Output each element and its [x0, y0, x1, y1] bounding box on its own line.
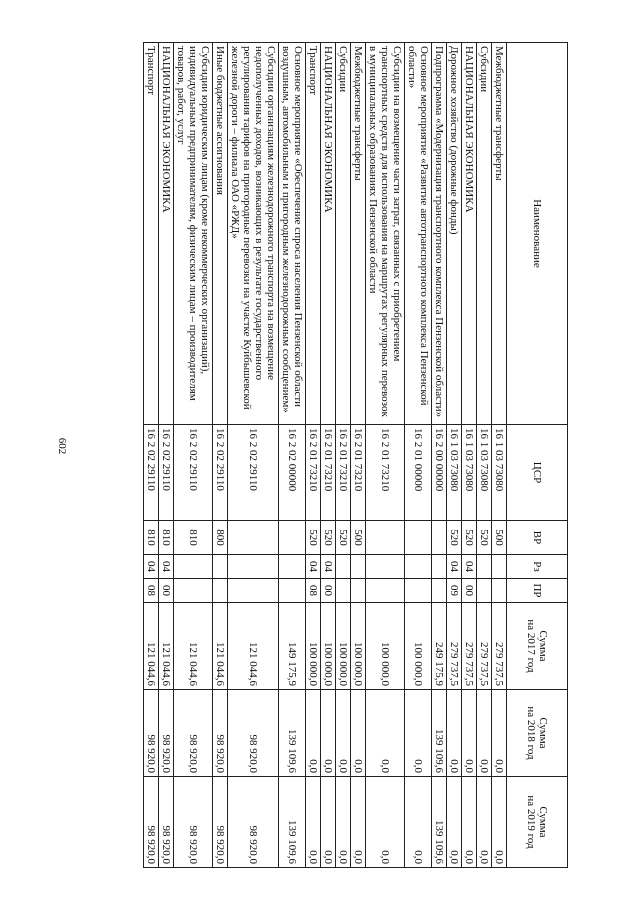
cell-name: НАЦИОНАЛЬНАЯ ЭКОНОМИКА — [462, 43, 477, 425]
cell-pr — [405, 579, 432, 603]
cell-vr — [432, 521, 447, 555]
cell-sum-2018: 98 920,0 — [159, 690, 174, 777]
table-row — [405, 43, 432, 868]
cell-vr — [228, 521, 279, 555]
cell-csr: 16 1 03 73080 — [477, 425, 492, 521]
cell-rz: 04 — [144, 555, 159, 579]
table-row — [159, 43, 174, 868]
header-rz: Рз — [507, 555, 568, 579]
table-row — [432, 43, 447, 868]
table-row — [213, 43, 228, 868]
cell-sum-2017: 100 000,0 — [321, 603, 336, 690]
cell-name: Основное мероприятие «Развитие автотранспортного комплекса Пензенской области» — [405, 43, 432, 425]
cell-sum-2017: 279 737,5 — [462, 603, 477, 690]
cell-rz: 04 — [159, 555, 174, 579]
cell-rz: 04 — [321, 555, 336, 579]
cell-rz — [432, 555, 447, 579]
cell-sum-2018: 98 920,0 — [144, 690, 159, 777]
budget-table — [143, 42, 568, 868]
cell-pr — [366, 579, 405, 603]
cell-pr — [477, 579, 492, 603]
cell-name: Основное мероприятие «Обеспечение спроса населения Пензенской области воздушным, автомобильным и пригородным железнодорожным сообщением» — [279, 43, 306, 425]
cell-name: Межбюджетные трансферты — [492, 43, 507, 425]
cell-sum-2019: 98 920,0 — [174, 777, 213, 868]
cell-sum-2019: 139 109,6 — [279, 777, 306, 868]
cell-csr: 16 2 01 73210 — [336, 425, 351, 521]
cell-vr: 520 — [321, 521, 336, 555]
cell-sum-2019: 139 109,6 — [432, 777, 447, 868]
cell-rz — [366, 555, 405, 579]
cell-sum-2017: 100 000,0 — [405, 603, 432, 690]
table-row — [174, 43, 213, 868]
rotated-page — [88, 42, 568, 867]
cell-name: Межбюджетные трансферты — [351, 43, 366, 425]
cell-name: Субсидии юридическим лицам (кроме некоммерческих организаций), индивидуальным предпринимателям, физическим лицам – производителям товаров, работ, услуг — [174, 43, 213, 425]
cell-sum-2017: 121 044,6 — [159, 603, 174, 690]
cell-rz — [279, 555, 306, 579]
cell-sum-2018: 0,0 — [447, 690, 462, 777]
cell-name: Субсидии — [336, 43, 351, 425]
cell-csr: 16 2 02 29110 — [144, 425, 159, 521]
table-row — [306, 43, 321, 868]
cell-csr: 16 2 01 73210 — [366, 425, 405, 521]
cell-vr: 810 — [174, 521, 213, 555]
cell-vr: 810 — [159, 521, 174, 555]
cell-sum-2018: 0,0 — [462, 690, 477, 777]
cell-sum-2017: 100 000,0 — [366, 603, 405, 690]
cell-name: НАЦИОНАЛЬНАЯ ЭКОНОМИКА — [159, 43, 174, 425]
cell-name: НАЦИОНАЛЬНАЯ ЭКОНОМИКА — [321, 43, 336, 425]
cell-vr: 520 — [306, 521, 321, 555]
cell-sum-2017: 100 000,0 — [306, 603, 321, 690]
cell-sum-2019: 0,0 — [351, 777, 366, 868]
cell-sum-2019: 0,0 — [336, 777, 351, 868]
cell-csr: 16 2 02 00000 — [279, 425, 306, 521]
cell-pr — [432, 579, 447, 603]
cell-rz — [174, 555, 213, 579]
header-sum-2017: Сумма на 2017 год — [507, 603, 568, 690]
cell-sum-2017: 279 737,5 — [447, 603, 462, 690]
cell-rz — [336, 555, 351, 579]
cell-pr: 00 — [159, 579, 174, 603]
cell-rz — [405, 555, 432, 579]
cell-name: Подпрограмма «Модернизация транспортного комплекса Пензенской области» — [432, 43, 447, 425]
cell-sum-2017: 249 175,9 — [432, 603, 447, 690]
cell-sum-2018: 139 109,6 — [279, 690, 306, 777]
cell-sum-2019: 0,0 — [477, 777, 492, 868]
cell-sum-2019: 0,0 — [462, 777, 477, 868]
header-sum-2018: Сумма на 2018 год — [507, 690, 568, 777]
cell-csr: 16 2 02 29110 — [213, 425, 228, 521]
cell-vr: 810 — [144, 521, 159, 555]
cell-name: Субсидии организациям железнодорожного транспорта на возмещение недополученных доходов, возникающих в результате государственного регулирования тарифов на пригородные перевозки на участке Куйбышевской железной дороги – филиала ОАО «РЖД» — [228, 43, 279, 425]
cell-pr: 08 — [144, 579, 159, 603]
cell-pr — [279, 579, 306, 603]
cell-sum-2018: 0,0 — [336, 690, 351, 777]
cell-sum-2018: 0,0 — [366, 690, 405, 777]
cell-sum-2018: 0,0 — [321, 690, 336, 777]
cell-sum-2018: 0,0 — [351, 690, 366, 777]
cell-sum-2019: 0,0 — [447, 777, 462, 868]
header-name: Наименование — [507, 43, 568, 425]
cell-vr: 520 — [477, 521, 492, 555]
cell-csr: 16 1 03 73080 — [492, 425, 507, 521]
table-row — [144, 43, 159, 868]
cell-sum-2019: 98 920,0 — [159, 777, 174, 868]
cell-name: Транспорт — [144, 43, 159, 425]
cell-sum-2019: 0,0 — [306, 777, 321, 868]
cell-pr — [336, 579, 351, 603]
cell-sum-2017: 121 044,6 — [213, 603, 228, 690]
table-row — [366, 43, 405, 868]
table-row — [351, 43, 366, 868]
table-container — [88, 42, 568, 867]
cell-csr: 16 2 02 29110 — [228, 425, 279, 521]
cell-vr — [405, 521, 432, 555]
cell-rz — [228, 555, 279, 579]
table-row — [321, 43, 336, 868]
header-row — [507, 43, 568, 868]
cell-sum-2018: 98 920,0 — [174, 690, 213, 777]
cell-vr — [279, 521, 306, 555]
cell-vr: 520 — [462, 521, 477, 555]
cell-csr: 16 2 01 00000 — [405, 425, 432, 521]
cell-csr: 16 2 01 73210 — [321, 425, 336, 521]
cell-rz: 04 — [447, 555, 462, 579]
cell-sum-2017: 279 737,5 — [477, 603, 492, 690]
cell-vr: 500 — [351, 521, 366, 555]
table-row — [462, 43, 477, 868]
cell-vr: 500 — [492, 521, 507, 555]
table-row — [279, 43, 306, 868]
cell-sum-2019: 0,0 — [321, 777, 336, 868]
cell-sum-2017: 100 000,0 — [336, 603, 351, 690]
cell-pr — [228, 579, 279, 603]
cell-pr — [492, 579, 507, 603]
cell-sum-2019: 98 920,0 — [144, 777, 159, 868]
cell-csr: 16 2 02 29110 — [174, 425, 213, 521]
cell-name: Дорожное хозяйство (дорожные фонды) — [447, 43, 462, 425]
table-row — [447, 43, 462, 868]
cell-pr: 00 — [321, 579, 336, 603]
cell-name: Субсидии на возмещение части затрат, связанных с приобретением транспортных средств для использования на маршрутах регулярных перевозок в муниципальных образованиях Пензенской области — [366, 43, 405, 425]
cell-sum-2017: 149 175,9 — [279, 603, 306, 690]
cell-pr — [174, 579, 213, 603]
cell-vr — [366, 521, 405, 555]
header-vr: ВР — [507, 521, 568, 555]
cell-pr: 09 — [447, 579, 462, 603]
cell-rz: 04 — [306, 555, 321, 579]
cell-name: Транспорт — [306, 43, 321, 425]
cell-vr: 520 — [447, 521, 462, 555]
cell-vr: 800 — [213, 521, 228, 555]
cell-csr: 16 2 02 29110 — [159, 425, 174, 521]
cell-rz — [213, 555, 228, 579]
cell-sum-2019: 98 920,0 — [213, 777, 228, 868]
cell-sum-2019: 98 920,0 — [228, 777, 279, 868]
cell-pr — [351, 579, 366, 603]
cell-csr: 16 2 00 00000 — [432, 425, 447, 521]
header-pr: ПР — [507, 579, 568, 603]
cell-rz — [351, 555, 366, 579]
header-sum-2019: Сумма на 2019 год — [507, 777, 568, 868]
cell-csr: 16 2 01 73210 — [306, 425, 321, 521]
cell-pr: 08 — [306, 579, 321, 603]
table-body — [144, 43, 507, 868]
cell-sum-2019: 0,0 — [366, 777, 405, 868]
table-row — [336, 43, 351, 868]
cell-sum-2018: 0,0 — [405, 690, 432, 777]
table-row — [228, 43, 279, 868]
cell-sum-2018: 0,0 — [492, 690, 507, 777]
cell-csr: 16 1 03 73080 — [447, 425, 462, 521]
cell-sum-2017: 279 737,5 — [492, 603, 507, 690]
cell-rz — [492, 555, 507, 579]
cell-sum-2018: 0,0 — [477, 690, 492, 777]
cell-sum-2019: 0,0 — [492, 777, 507, 868]
table-row — [492, 43, 507, 868]
table-row — [477, 43, 492, 868]
cell-sum-2017: 121 044,6 — [174, 603, 213, 690]
cell-name: Субсидии — [477, 43, 492, 425]
cell-csr: 16 1 03 73080 — [462, 425, 477, 521]
cell-sum-2017: 100 000,0 — [351, 603, 366, 690]
cell-sum-2019: 0,0 — [405, 777, 432, 868]
cell-vr: 520 — [336, 521, 351, 555]
header-csr: ЦСР — [507, 425, 568, 521]
page-number: 602 — [56, 437, 68, 455]
cell-rz — [477, 555, 492, 579]
cell-sum-2018: 98 920,0 — [228, 690, 279, 777]
cell-csr: 16 2 01 73210 — [351, 425, 366, 521]
cell-name: Иные бюджетные ассигнования — [213, 43, 228, 425]
cell-sum-2018: 0,0 — [306, 690, 321, 777]
cell-sum-2018: 139 109,6 — [432, 690, 447, 777]
cell-sum-2017: 121 044,6 — [144, 603, 159, 690]
cell-sum-2018: 98 920,0 — [213, 690, 228, 777]
cell-sum-2017: 121 044,6 — [228, 603, 279, 690]
cell-pr: 00 — [462, 579, 477, 603]
cell-pr — [213, 579, 228, 603]
cell-rz: 04 — [462, 555, 477, 579]
